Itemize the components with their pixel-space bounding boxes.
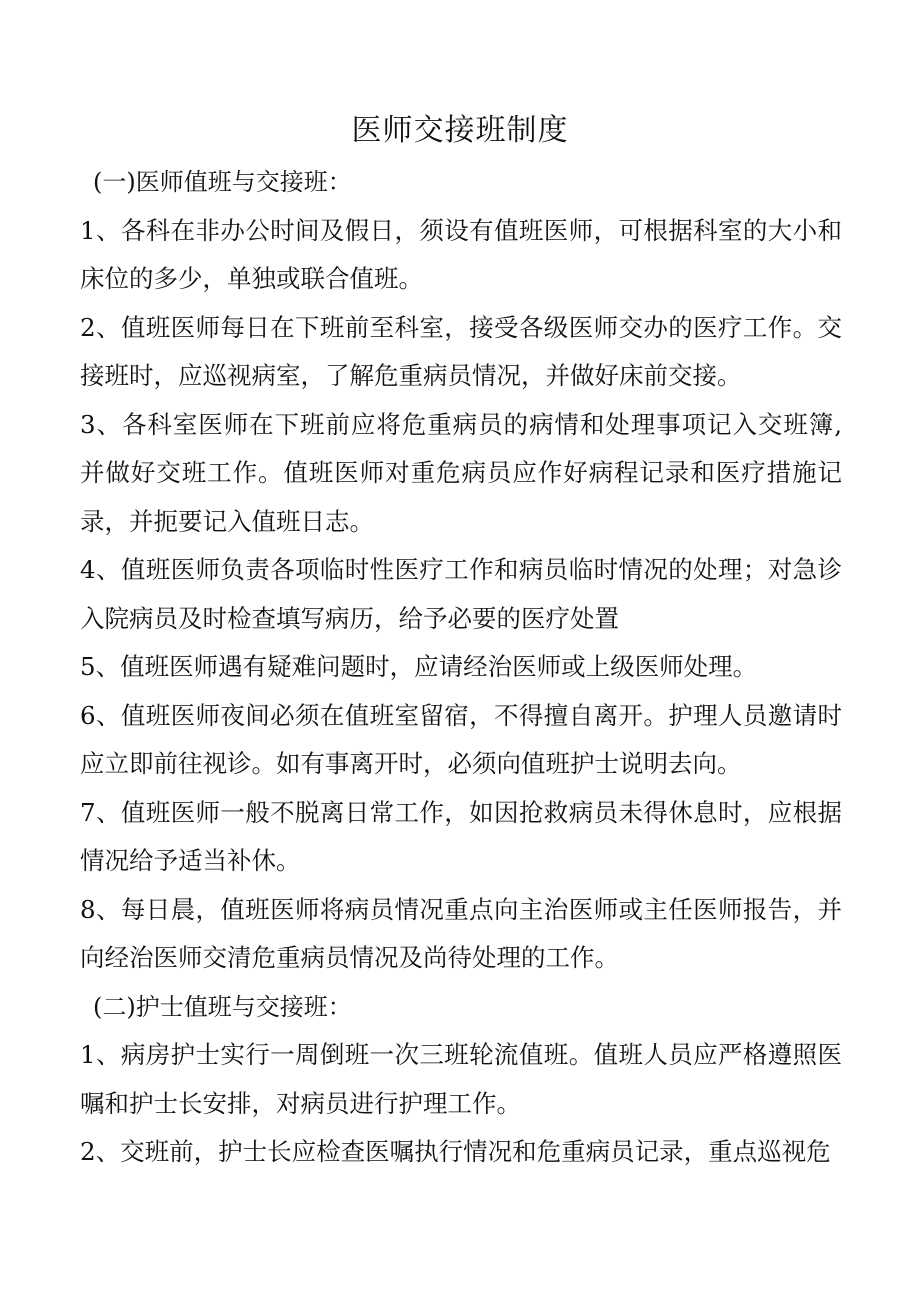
section-heading-nurse: (二)护士值班与交接班：	[93, 992, 352, 1021]
paragraph-doctor-6: 6、值班医师夜间必须在值班室留宿，不得擅自离开。护理人员邀请时应立即前往视诊。如有事离开时，必须向值班护士说明去向。	[80, 700, 842, 778]
document-body	[80, 158, 842, 1177]
document-title: 医师交接班制度	[351, 113, 569, 148]
paragraph-doctor-2: 2、值班医师每日在下班前至科室，接受各级医师交办的医疗工作。交接班时，应巡视病室，了解危重病员情况，并做好床前交接。	[80, 312, 842, 390]
paragraph-doctor-3: 3、各科室医师在下班前应将危重病员的病情和处理事项记入交班簿, 并做好交班工作。值班医师对重危病员应作好病程记录和医疗措施记录，并扼要记入值班日志。	[80, 409, 842, 536]
paragraph-doctor-7: 7、值班医师一般不脱离日常工作，如因抢救病员未得休息时，应根据情况给予适当补休。	[80, 797, 842, 875]
paragraph-doctor-1: 1、各科在非办公时间及假日，须设有值班医师，可根据科室的大小和床位的多少，单独或联合值班。	[80, 215, 842, 293]
paragraph-doctor-5: 5、值班医师遇有疑难问题时，应请经治医师或上级医师处理。	[80, 652, 758, 681]
paragraph-doctor-8: 8、每日晨，值班医师将病员情况重点向主治医师或主任医师报告，并向经治医师交清危重病员情况及尚待处理的工作。	[80, 894, 842, 972]
paragraph-nurse-1: 1、病房护士实行一周倒班一次三班轮流值班。值班人员应严格遵照医嘱和护士长安排，对病员进行护理工作。	[80, 1040, 842, 1118]
section-heading-doctor: (一)医师值班与交接班：	[93, 168, 352, 196]
paragraph-nurse-2: 2、交班前，护士长应检查医嘱执行情况和危重病员记录，重点巡视危	[80, 1137, 831, 1166]
paragraph-doctor-4: 4、值班医师负责各项临时性医疗工作和病员临时情况的处理；对急诊入院病员及时检查填写病历，给予必要的医疗处置	[80, 555, 842, 633]
